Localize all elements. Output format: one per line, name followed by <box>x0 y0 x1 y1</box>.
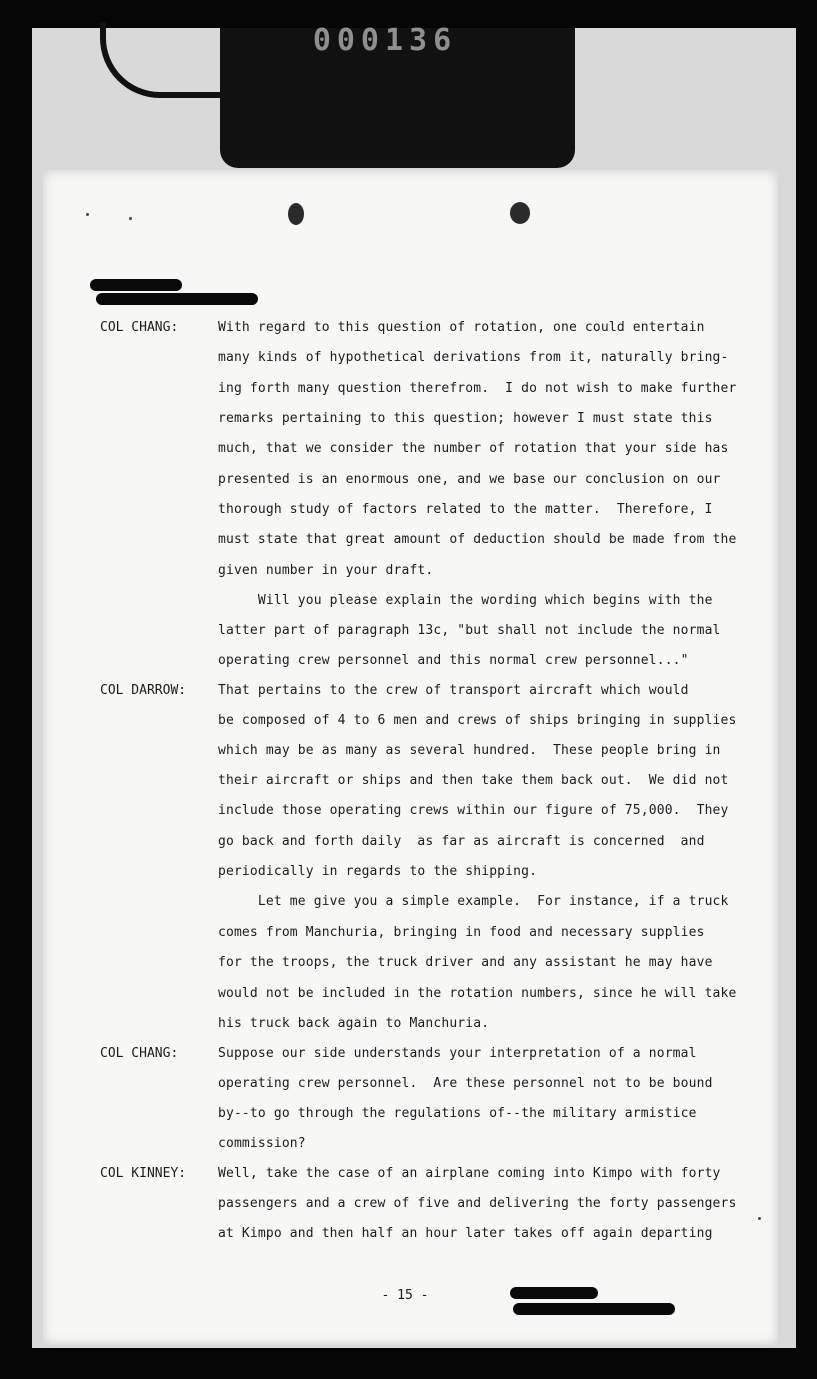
text-line: thorough study of factors related to the matter. Therefore, I <box>218 502 713 517</box>
text-line: presented is an enormous one, and we base our conclusion on our <box>218 472 721 487</box>
speaker-label: COL CHANG: <box>100 1046 179 1061</box>
text-line: be composed of 4 to 6 men and crews of ships bringing in supplies <box>218 713 737 728</box>
text-line: Suppose our side understands your interpretation of a normal <box>218 1046 697 1061</box>
text-line: latter part of paragraph 13c, "but shall not include the normal <box>218 623 721 638</box>
text-line: periodically in regards to the shipping. <box>218 864 538 879</box>
text-line: which may be as many as several hundred. These people bring in <box>218 743 721 758</box>
text-line: comes from Manchuria, bringing in food and necessary supplies <box>218 925 705 940</box>
scan-speck <box>758 1217 761 1220</box>
stamp-number: 000136 <box>312 23 458 58</box>
text-line: their aircraft or ships and then take them back out. We did not <box>218 773 729 788</box>
text-line: would not be included in the rotation numbers, since he will take <box>218 986 737 1001</box>
text-line: Let me give you a simple example. For instance, if a truck <box>218 894 729 909</box>
scan-speck <box>86 213 89 216</box>
speaker-label: COL KINNEY: <box>100 1166 187 1181</box>
page-number: - 15 - <box>381 1288 429 1303</box>
text-line: many kinds of hypothetical derivations from it, naturally bring- <box>218 350 729 365</box>
text-line: by--to go through the regulations of--the military armistice <box>218 1106 697 1121</box>
text-line: That pertains to the crew of transport aircraft which would <box>218 683 689 698</box>
text-line: go back and forth daily as far as aircraft is concerned and <box>218 834 705 849</box>
text-line: must state that great amount of deduction should be made from the <box>218 532 737 547</box>
text-line: With regard to this question of rotation, one could entertain <box>218 320 705 335</box>
text-line: for the troops, the truck driver and any assistant he may have <box>218 955 713 970</box>
speaker-label: COL DARROW: <box>100 683 187 698</box>
text-line: given number in your draft. <box>218 563 434 578</box>
redaction-mark <box>510 1287 598 1299</box>
text-line: remarks pertaining to this question; however I must state this <box>218 411 713 426</box>
text-line: much, that we consider the number of rotation that your side has <box>218 441 729 456</box>
text-line: operating crew personnel and this normal crew personnel..." <box>218 653 689 668</box>
text-line: include those operating crews within our figure of 75,000. They <box>218 803 729 818</box>
redaction-mark <box>90 279 182 291</box>
speaker-label: COL CHANG: <box>100 320 179 335</box>
punch-hole-right <box>510 202 530 224</box>
text-line: operating crew personnel. Are these personnel not to be bound <box>218 1076 713 1091</box>
text-line: commission? <box>218 1136 306 1151</box>
text-line: ing forth many question therefrom. I do not wish to make further <box>218 381 737 396</box>
scan-speck <box>129 217 132 220</box>
redaction-mark <box>513 1303 675 1315</box>
text-line: passengers and a crew of five and delivering the forty passengers <box>218 1196 737 1211</box>
text-line: his truck back again to Manchuria. <box>218 1016 490 1031</box>
text-line: Will you please explain the wording which begins with the <box>218 593 713 608</box>
punch-hole-left <box>288 203 304 225</box>
text-line: Well, take the case of an airplane coming into Kimpo with forty <box>218 1166 721 1181</box>
redaction-mark <box>96 293 258 305</box>
text-line: at Kimpo and then half an hour later takes off again departing <box>218 1226 713 1241</box>
